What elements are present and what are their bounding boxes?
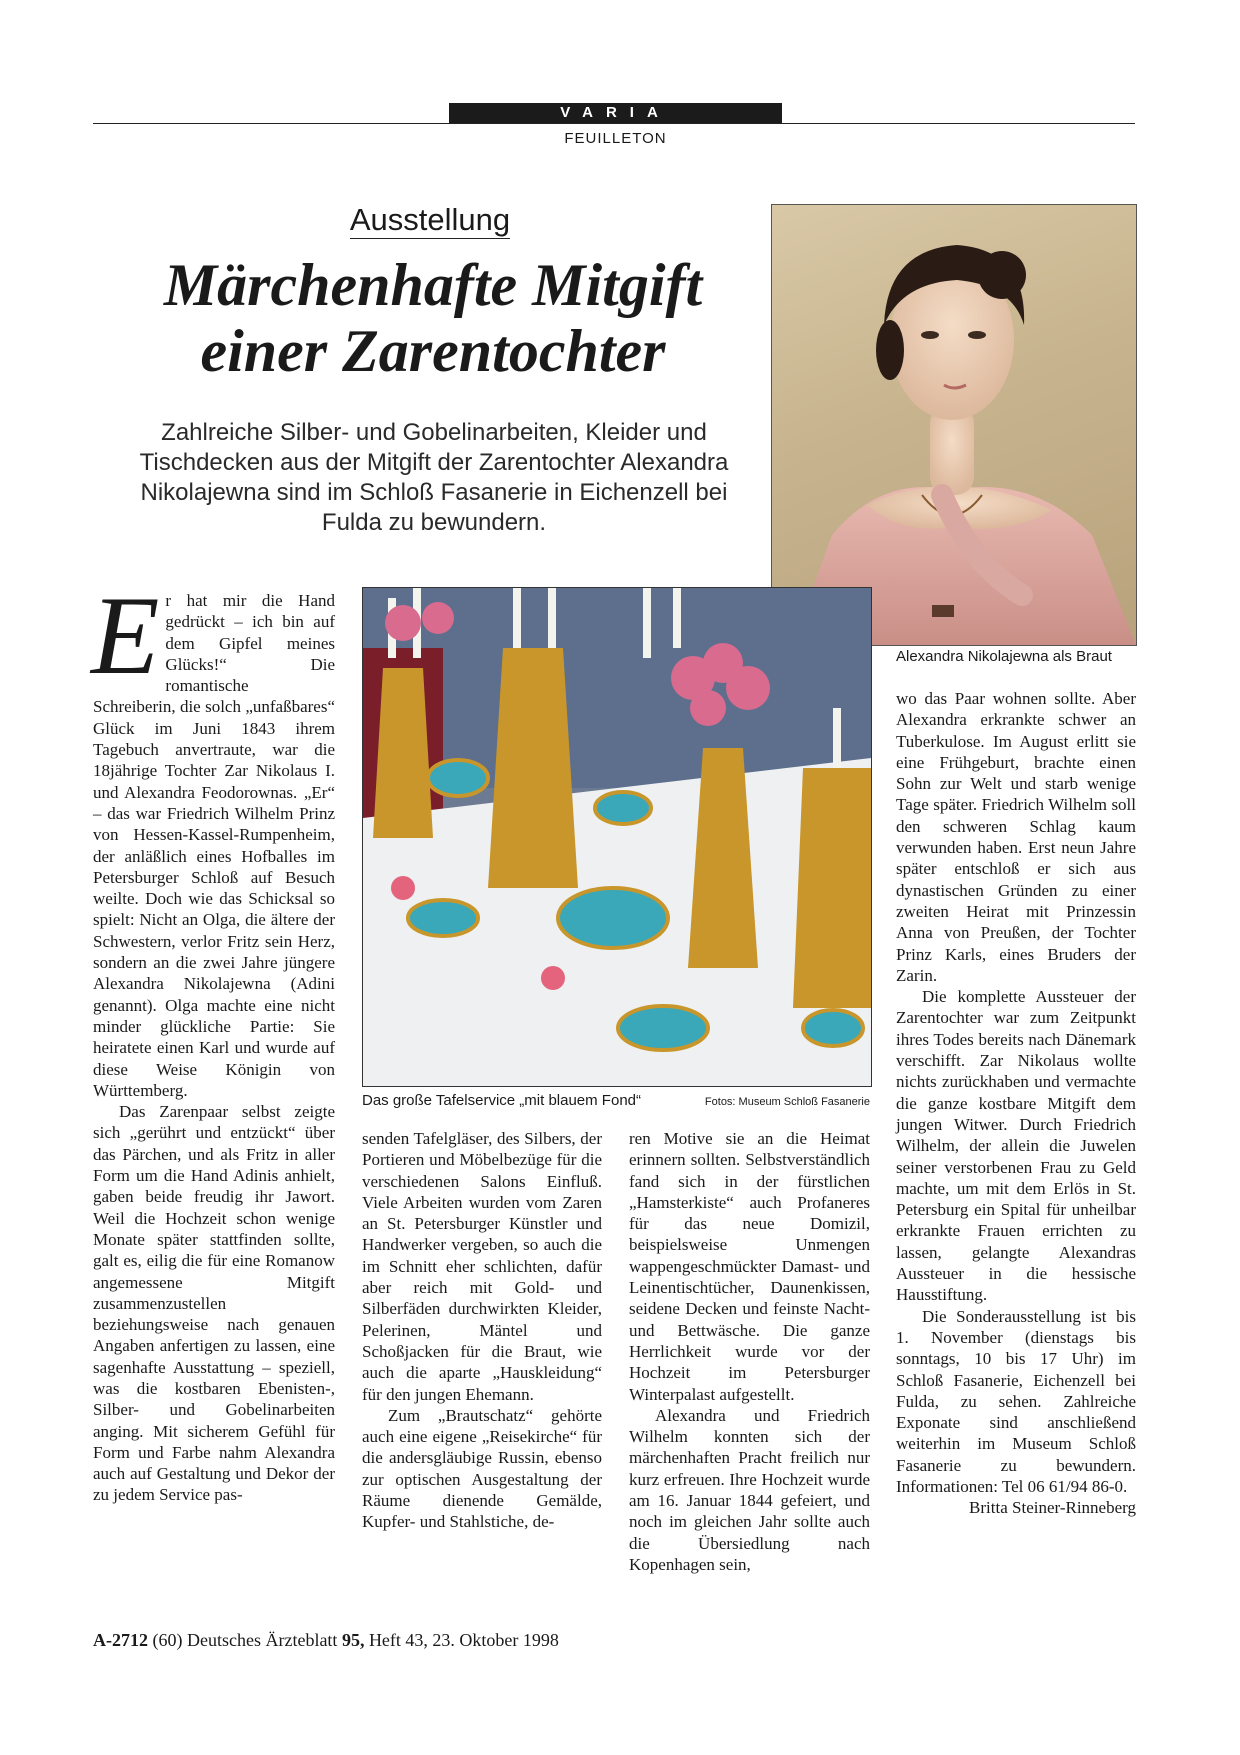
footer-pre: (60) Deutsches Ärzteblatt xyxy=(148,1630,342,1650)
drop-cap: E xyxy=(91,574,160,698)
paragraph-9: Die Sonderausstellung ist bis 1. November (dienstags bis sonntags, 10 bis 17 Uhr) im Schloß Fasanerie, Eichenzell bei Fulda, zu sehen. Zahlreiche Exponate sind anschließend weiterhin im Museum Schloß Fasanerie zu bewundern. Informationen: Tel 06 61/94 86-0. xyxy=(896,1306,1136,1496)
title-line-1: Märchenhafte Mitgift xyxy=(163,252,703,318)
paragraph-3: senden Tafelgläser, des Silbers, der Portieren und Möbelbezüge für die verschiedenen Salons Einfluß. Viele Arbeiten wurden vom Zaren an St. Petersburger Künstler und Handwerker vergeben, so auch die im Schnitt eher schlichten, dafür aber reich mit Gold- und Silberfäden durchwirkten Kleider, Pelerinen, Mäntel und Schoßjacken für die Braut, wie auch die aparte „Hauskleidung“ für den jungen Ehemann. xyxy=(362,1129,602,1404)
article-lead: Zahlreiche Silber- und Gobelinarbeiten, Kleider und Tischdecken aus der Mitgift der Zarentochter Alexandra Nikolajewna sind im Schloß Fasanerie in Eichenzell bei Fulda zu bewundern. xyxy=(139,419,729,536)
title-line-2: einer Zarentochter xyxy=(200,318,666,384)
portrait-image xyxy=(771,204,1137,646)
text-column-2 xyxy=(362,1128,602,1533)
portrait-caption: Alexandra Nikolajewna als Braut xyxy=(896,648,1112,665)
table-service-drawing xyxy=(363,588,871,1086)
paragraph-6: Alexandra und Friedrich Wilhelm konnten sich der märchenhaften Pracht freilich nur kurz erfreuen. Ihre Hochzeit wurde am 16. Januar 1844 gefeiert, und noch im gleichen Jahr sollte auch die Übersiedlung nach Kopenhagen sein, xyxy=(629,1405,870,1574)
paragraph-2: Das Zarenpaar selbst zeigte sich „gerührt und entzückt“ über das Pärchen, und als Fritz in aller Form um die Hand Adinis anhielt, gaben beide freudig ihr Jawort. Weil die Hochzeit schon wenige Monate später stattfinden sollte, galt es, eilig die für eine Romanow angemessene Mitgift zusammenzustellen beziehungsweise nach genauen Angaben anfertigen zu lassen, eine sagenhafte Ausstattung – speziell, was die kostbaren Ebenisten-, Silber- und Gobelinarbeiten anging. Mit sicherem Gefühl für Form und Farbe nahm Alexandra auch auf Gestaltung und Dekor der zu jedem Service pas- xyxy=(93,1102,335,1505)
photo-credit: Fotos: Museum Schloß Fasanerie xyxy=(704,1096,870,1108)
paragraph-4: Zum „Brautschatz“ gehörte auch eine eigene „Reisekirche“ für die andersgläubige Russin, ebenso zur optischen Ausgestaltung der Räume dienende Gemälde, Kupfer- und Stahlstiche, de- xyxy=(362,1405,602,1532)
paragraph-8: Die komplette Aussteuer der Zarentochter war zum Zeitpunkt ihres Todes bereits nach Dänemark verschifft. Zar Nikolaus wollte nichts zurückhaben und vermachte die ganze kostbare Mitgift dem jungen Witwer. Durch Friedrich Wilhelm, der allein die Juwelen seiner verstorbenen Frau zu Geld machte, um mit dem Erlös in St. Petersburg ein Spital für unheilbar erkrankte Frauen errichten zu lassen, gelangte Alexandras Aussteuer in die hessische Hausstiftung. xyxy=(896,987,1136,1305)
paragraph-1 xyxy=(91,574,335,1101)
table-service-photo xyxy=(362,587,872,1087)
subsection-label: FEUILLETON xyxy=(564,130,667,147)
portrait-drawing xyxy=(772,205,1136,645)
paragraph-7: wo das Paar wohnen sollte. Aber Alexandra erkrankte schwer an Tuberkulose. Im August erlitt sie eine Frühgeburt, brachte einen Sohn zur Welt und starb wenige Tage später. Friedrich Wilhelm soll den schweren Schlag kaum verwunden haben. Erst neun Jahre später entschloß er sich aus dynastischen Gründen zu einer zweiten Heirat mit Prinzessin Anna von Preußen, der Tochter Prinz Karls, eines Bruders der Zarin. xyxy=(896,689,1136,985)
footer-post: Heft 43, 23. Oktober 1998 xyxy=(364,1630,559,1650)
article-kicker xyxy=(330,202,530,238)
paragraph-5: ren Motive sie an die Heimat erinnern sollten. Selbstverständlich fand sich in der fürstlichen „Hamsterkiste“ auch Profaneres für das neue Domizil, beispielsweise Unmengen wappengeschmückter Damast- und Leinentischtücher, Daunenkissen, seidene Decken und feinste Nacht- und Bettwäsche. Die ganze Herrlichkeit wurde vor der Hochzeit im Petersburger Winterpalast aufgestellt. xyxy=(629,1129,870,1404)
paragraph-1-text: r hat mir die Hand gedrückt – ich bin auf dem Gipfel meines Glücks!“ Die romantische Schreiberin, die solch „unfaßbares“ Glück im Juni 1843 ihrem Tagebuch anvertraute, war die 18jährige Tochter Zar Nikolaus I. und Alexandra Feodorownas. „Er“ – das war Friedrich Wilhelm Prinz von Hessen-Kassel-Rumpenheim, der anläßlich eines Hofballes im Petersburger Schloß auf Besuch weilte. Doch wie das Schicksal so spielt: Nicht an Olga, die ältere der Schwestern, verlor Fritz sein Herz, sondern an die zwei Jahre jüngere Alexandra Nikolajewna (Adini genannt). Olga machte eine nicht minder glückliche Partie: Sie heiratete einen Karl und wurde auf diese Weise Königin von Württemberg. xyxy=(93,591,335,1100)
article-title xyxy=(93,252,773,384)
footer-volume: 95, xyxy=(341,1630,365,1650)
header-rule xyxy=(93,123,1135,124)
text-column-4 xyxy=(896,688,1136,1519)
page-footer xyxy=(93,1630,559,1651)
photo-caption: Das große Tafelservice „mit blauem Fond“ xyxy=(362,1092,641,1109)
author-name: Britta Steiner-Rinneberg xyxy=(969,1498,1136,1518)
kicker-text: Ausstellung xyxy=(349,202,511,237)
text-column-1 xyxy=(91,574,335,1506)
section-label: VARIA xyxy=(449,103,782,123)
page-number: A-2712 xyxy=(93,1630,148,1650)
text-column-3 xyxy=(629,1128,870,1575)
